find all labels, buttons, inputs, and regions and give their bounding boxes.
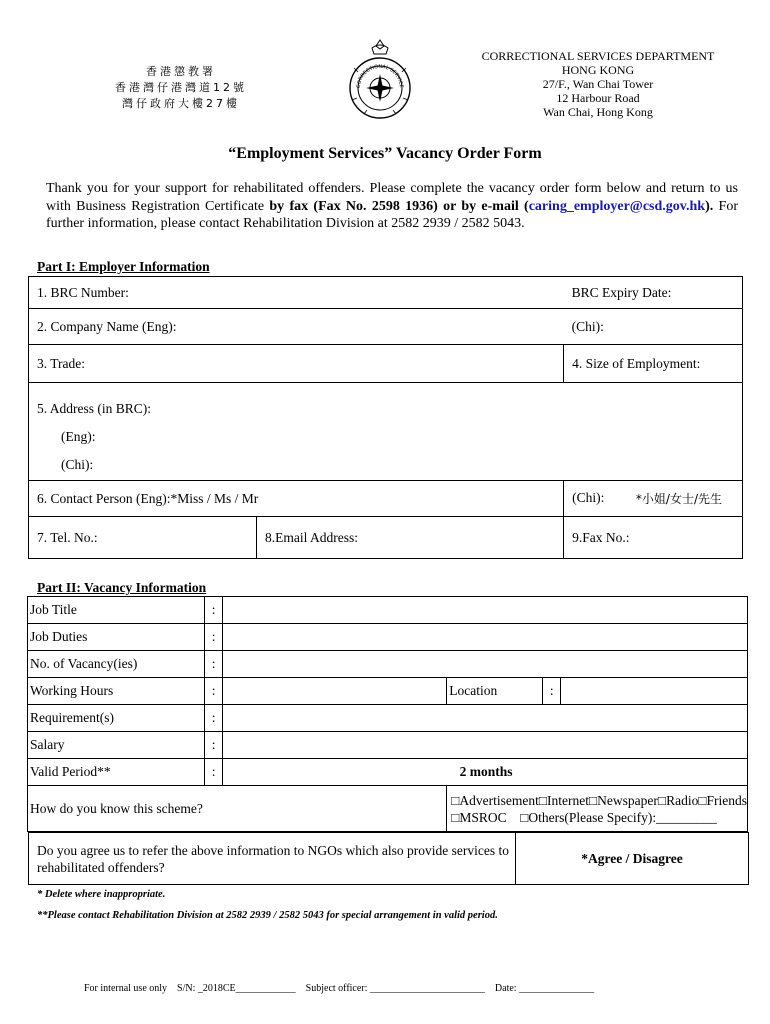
location-input[interactable] [561,678,748,705]
salary-label: Salary [28,732,205,759]
chinese-address-line: 灣仔政府大樓27樓 [122,97,240,110]
requirements-label: Requirement(s) [28,705,205,732]
working-hours-label: Working Hours [28,678,205,705]
brc-number-field[interactable]: 1. BRC Number: [29,277,564,309]
address-field[interactable] [29,383,743,481]
note-delete: * Delete where inappropriate. [37,889,166,900]
colon: : [205,651,223,678]
vacancies-label: No. of Vacancy(ies) [28,651,205,678]
how-know-label: How do you know this scheme? [28,786,447,832]
company-name-chi-field[interactable]: (Chi): [564,309,743,345]
checkbox-msroc[interactable]: □MSROC [451,809,507,825]
chinese-address-line: 香港懲教署 [146,65,216,78]
job-title-label: Job Title [28,597,205,624]
employer-info-table [28,276,743,559]
colon: : [205,597,223,624]
location-label: Location [447,678,543,705]
subject-officer: Subject officer: _______________________ [305,983,485,994]
english-address [458,49,738,119]
svg-text:CORRECTIONAL SERVICES [344,38,404,88]
colon: : [205,624,223,651]
address-label: 5. Address (in BRC): [37,401,152,416]
colon: : [205,732,223,759]
contact-chi-label: (Chi): [572,490,605,505]
address-eng-label: (Eng): [61,429,96,444]
job-title-input[interactable] [223,597,748,624]
contact-person-chi-field[interactable] [564,481,743,517]
internal-use-label: For internal use only [84,983,168,994]
tel-field[interactable]: 7. Tel. No.: [29,517,257,559]
form-title: “Employment Services” Vacancy Order Form [228,145,542,162]
valid-period-label: Valid Period** [28,759,205,786]
sn-value: _2018CE____________ [197,983,296,994]
part1-heading: Part I: Employer Information [37,259,210,274]
how-know-options [447,786,748,832]
csd-crest-logo [344,38,416,120]
requirements-input[interactable] [223,705,748,732]
vacancy-info-table [27,596,748,832]
company-name-eng-field[interactable]: 2. Company Name (Eng): [29,309,564,345]
intro-text: Thank you for your support for rehabilitated offenders. Please complete the vacancy order form below and return to us with Business Registration Certificate [46,181,738,214]
colon: : [543,678,561,705]
valid-period-value: 2 months [223,759,748,786]
vacancies-input[interactable] [223,651,748,678]
address-line: CORRECTIONAL SERVICES DEPARTMENT [481,49,715,63]
colon: : [205,705,223,732]
intro-bold-close: ). [705,198,714,214]
chinese-address [96,64,266,112]
colon: : [205,759,223,786]
contact-title-chi: *小姐/女士/先生 [635,492,722,506]
working-hours-input[interactable] [223,678,447,705]
checkbox-radio[interactable]: □Radio [657,792,699,808]
date-field: Date: _______________ [494,983,595,994]
intro-fax-text: by fax (Fax No. 2598 1936) or by e-mail ( [269,198,529,214]
agree-question: Do you agree us to refer the above information to NGOs which also provide services to rehabilitated offenders? [29,833,516,885]
checkbox-friends[interactable]: □Friends [698,792,747,808]
agree-disagree-choice[interactable]: *Agree / Disagree [516,833,749,885]
email-field[interactable]: 8.Email Address: [257,517,564,559]
agree-table [28,832,749,885]
checkbox-others[interactable]: □Others(Please Specify):_________ [520,809,717,825]
address-line: 27/F., Wan Chai Tower [542,77,654,91]
brc-expiry-field[interactable]: BRC Expiry Date: [564,277,743,309]
part2-heading: Part II: Vacancy Information [37,580,207,595]
trade-field[interactable]: 3. Trade: [29,345,564,383]
logo-text: CORRECTIONAL SERVICE [355,63,405,89]
address-line: 12 Harbour Road [556,91,640,105]
colon: : [205,678,223,705]
checkbox-advertisement[interactable]: □Advertisement [451,792,539,808]
job-duties-input[interactable] [223,624,748,651]
contact-person-eng-field[interactable]: 6. Contact Person (Eng):*Miss / Ms / Mr [29,481,564,517]
internal-use-footer [84,983,594,994]
intro-paragraph [46,180,738,233]
checkbox-internet[interactable]: □Internet [538,792,590,808]
note-contact: **Please contact Rehabilitation Division at 2582 2939 / 2582 5043 for special arrangement in valid period. [37,910,498,921]
intro-contact-text: For further information, please contact Rehabilitation Division at 2582 2939 / 2582 5043. [46,198,738,231]
address-chi-label: (Chi): [61,457,94,472]
salary-input[interactable] [223,732,748,759]
fax-field[interactable]: 9.Fax No.: [564,517,743,559]
checkbox-newspaper[interactable]: □Newspaper [589,792,658,808]
email-link[interactable]: caring_employer@csd.gov.hk [528,198,706,214]
address-line: HONG KONG [561,63,635,77]
address-line: Wan Chai, Hong Kong [543,105,653,119]
sn-label: S/N: [177,983,196,994]
chinese-address-line: 香港灣仔港灣道12號 [115,81,247,94]
job-duties-label: Job Duties [28,624,205,651]
employment-size-field[interactable]: 4. Size of Employment: [564,345,743,383]
